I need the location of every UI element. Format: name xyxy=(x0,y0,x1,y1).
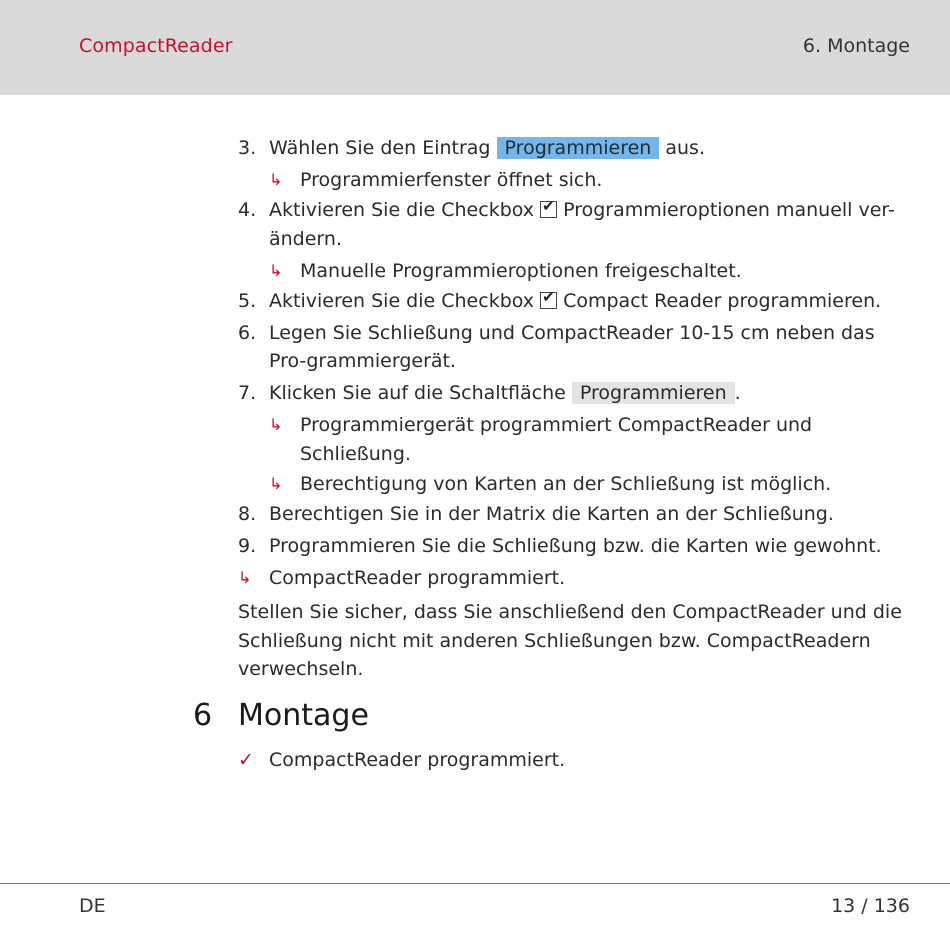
result-item xyxy=(269,470,918,499)
step-number: 9. xyxy=(238,534,257,557)
result-arrow-icon: ↳ xyxy=(269,260,283,280)
checkmark-icon: ✓ xyxy=(238,749,254,771)
instruction-list xyxy=(238,134,918,684)
section-number: 6 xyxy=(193,698,213,733)
step-text: Programmieren Sie die Schließung bzw. die Karten wie gewohnt. xyxy=(269,534,882,557)
step-text: Legen Sie Schließung und CompactReader 10-15 cm neben das Pro-grammiergerät. xyxy=(269,321,875,372)
footer-divider xyxy=(0,883,950,884)
result-arrow-icon: ↳ xyxy=(269,170,283,189)
step-9 xyxy=(238,532,918,561)
result-arrow-icon: ↳ xyxy=(269,473,283,493)
step-4 xyxy=(238,196,918,253)
result-text: Berechtigung von Karten an der Schließung ist möglich. xyxy=(300,472,832,495)
checkbox-checked-icon: ✔ xyxy=(540,201,557,218)
brand-title: CompactReader xyxy=(79,35,233,57)
step-3 xyxy=(238,134,918,163)
step-text: Aktivieren Sie die Checkbox xyxy=(269,199,535,221)
step-text: Wählen Sie den Eintrag xyxy=(269,137,491,159)
result-item xyxy=(269,411,918,468)
result-arrow-icon: ↳ xyxy=(238,567,252,587)
step-text: Berechtigen Sie in der Matrix die Karten an der Schließung. xyxy=(269,502,834,525)
result-item xyxy=(269,166,918,195)
note-paragraph: Stellen Sie sicher, dass Sie anschließend den CompactReader und die Schließung nicht mit anderen Schließungen bzw. CompactReadern verwechseln. xyxy=(238,601,902,680)
result-text: Programmiergerät programmiert CompactReader und Schließung. xyxy=(300,414,813,465)
step-8 xyxy=(238,500,918,529)
result-item xyxy=(269,257,918,286)
step-number: 5. xyxy=(238,289,257,312)
step-number: 4. xyxy=(238,199,257,221)
step-number: 8. xyxy=(238,502,257,525)
step-number: 7. xyxy=(238,382,257,404)
step-text-end: aus. xyxy=(659,137,705,159)
step-text: Klicken Sie auf die Schaltfläche xyxy=(269,382,566,404)
step-text-end: . xyxy=(734,382,741,404)
section-title: Montage xyxy=(238,698,369,733)
step-text: Aktivieren Sie die Checkbox xyxy=(269,289,535,312)
ui-button-programmieren: Programmieren xyxy=(572,382,735,404)
page-header xyxy=(0,0,950,95)
chapter-title: 6. Montage xyxy=(802,35,910,57)
step-text-end: Programmieroptionen manuell ver-ändern. xyxy=(269,199,895,250)
step-6 xyxy=(238,319,918,376)
footer-language: DE xyxy=(79,895,106,917)
checkbox-checked-icon: ✔ xyxy=(540,292,557,309)
result-text: Programmierfenster öffnet sich. xyxy=(300,169,603,191)
precondition-item xyxy=(238,749,565,771)
step-7 xyxy=(238,379,918,408)
precondition-text: CompactReader programmiert. xyxy=(269,749,566,771)
step-number: 3. xyxy=(238,137,257,159)
final-result-item xyxy=(238,564,918,593)
page-number: 13 / 136 xyxy=(831,895,910,917)
result-text: Manuelle Programmieroptionen freigeschaltet. xyxy=(300,259,742,282)
ui-entry-programmieren: Programmieren xyxy=(497,137,660,159)
result-text: CompactReader programmiert. xyxy=(269,566,566,589)
result-arrow-icon: ↳ xyxy=(269,415,283,434)
step-5 xyxy=(238,287,918,316)
step-number: 6. xyxy=(238,321,257,344)
step-text-end: Compact Reader programmieren. xyxy=(563,289,882,312)
section-heading xyxy=(193,698,369,733)
